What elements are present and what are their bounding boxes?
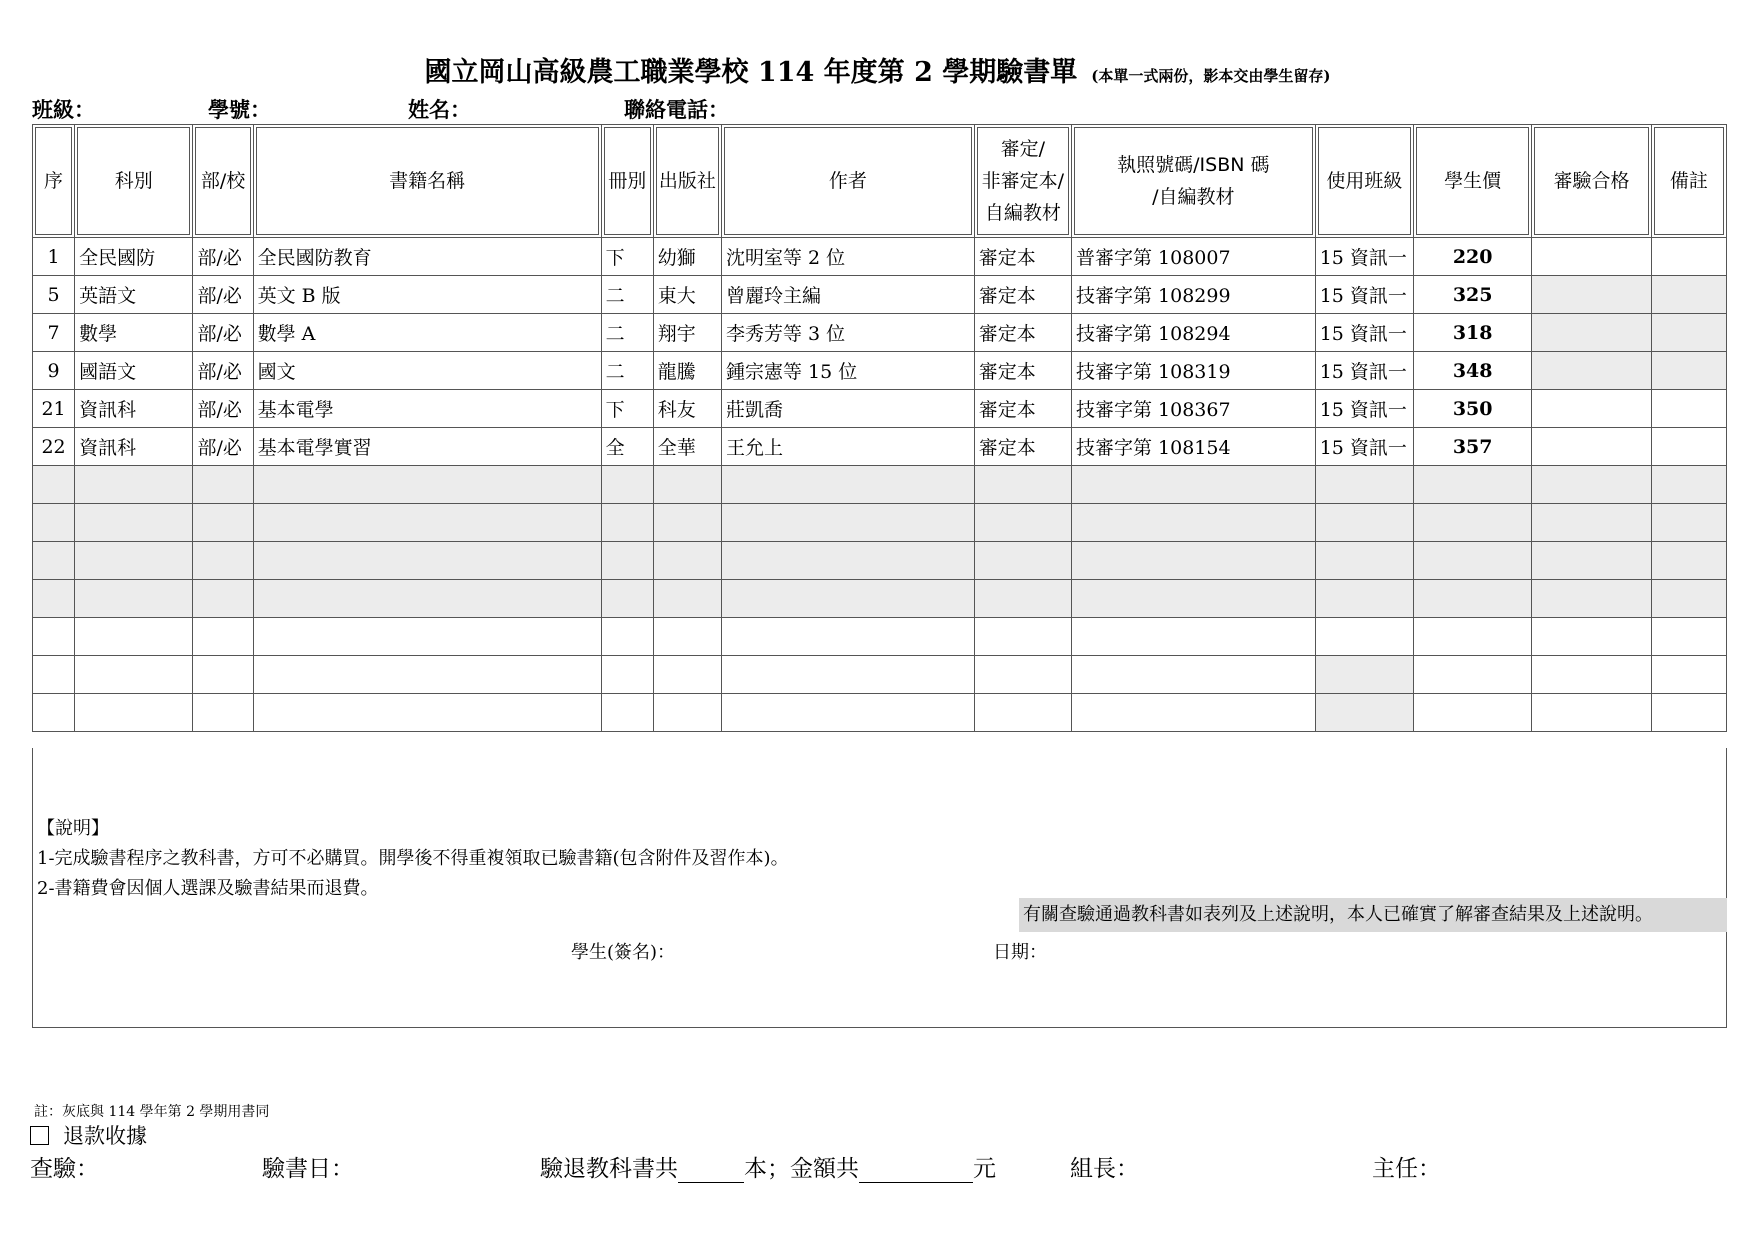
cell-author: 鍾宗憲等 15 位 [721, 352, 974, 390]
cell-approval: 審定本 [974, 238, 1071, 276]
empty-row [33, 656, 1727, 694]
inspect-label: 查驗： [30, 1156, 99, 1182]
cell-license: 普審字第 108007 [1071, 238, 1315, 276]
cell-subject: 國語文 [75, 352, 193, 390]
returned-prefix: 驗退教科書共 [540, 1156, 678, 1182]
confirmation-statement: 有關查驗通過教科書如表列及上述說明，本人已確實了解審查結果及上述說明。 [1019, 898, 1727, 932]
cell-price: 318 [1413, 314, 1531, 352]
cell-license: 技審字第 108294 [1071, 314, 1315, 352]
cell-subject: 資訊科 [75, 390, 193, 428]
cell-book-name: 基本電學 [253, 390, 601, 428]
cell-book-name: 全民國防教育 [253, 238, 601, 276]
cell-remark[interactable] [1651, 276, 1726, 314]
cell-subject: 資訊科 [75, 428, 193, 466]
cell-volume: 二 [601, 352, 653, 390]
cell-volume: 二 [601, 276, 653, 314]
cell-remark[interactable] [1651, 352, 1726, 390]
cell-book-name: 英文 B 版 [253, 276, 601, 314]
cell-class: 15 資訊一 [1315, 276, 1413, 314]
leader-label: 組長： [1070, 1156, 1139, 1182]
cell-type: 部/必 [193, 428, 253, 466]
cell-approval: 審定本 [974, 390, 1071, 428]
cell-price: 357 [1413, 428, 1531, 466]
cell-subject: 英語文 [75, 276, 193, 314]
cell-publisher: 龍騰 [653, 352, 721, 390]
cell-class: 15 資訊一 [1315, 428, 1413, 466]
col-header-book-name: 書籍名稱 [253, 125, 601, 238]
student-signature-label: 學生(簽名)： [571, 942, 676, 963]
cell-remark[interactable] [1651, 390, 1726, 428]
empty-row [33, 466, 1727, 504]
cell-class: 15 資訊一 [1315, 390, 1413, 428]
form-copy-note: (本單一式兩份，影本交由學生留存) [1091, 67, 1331, 85]
notes-heading: 【說明】 [37, 818, 109, 839]
cell-seq: 22 [33, 428, 75, 466]
amount-blank[interactable] [859, 1158, 973, 1183]
cell-remark[interactable] [1651, 238, 1726, 276]
cell-book-name: 數學 A [253, 314, 601, 352]
table-row [33, 390, 1727, 428]
col-header-seq: 序 [33, 125, 75, 238]
col-header-price: 學生價 [1413, 125, 1531, 238]
col-header-pass: 審驗合格 [1532, 125, 1651, 238]
cell-volume: 下 [601, 390, 653, 428]
cell-publisher: 科友 [653, 390, 721, 428]
cell-price: 220 [1413, 238, 1531, 276]
date-label: 日期： [993, 942, 1047, 963]
cell-pass[interactable] [1532, 238, 1651, 276]
cell-book-name: 基本電學實習 [253, 428, 601, 466]
col-header-type: 部/校 [193, 125, 253, 238]
table-row [33, 238, 1727, 276]
empty-row [33, 504, 1727, 542]
refund-label: 退款收據 [63, 1124, 147, 1148]
col-header-approval: 審定/ 非審定本/ 自編教材 [974, 125, 1071, 238]
cell-approval: 審定本 [974, 314, 1071, 352]
cell-license: 技審字第 108367 [1071, 390, 1315, 428]
returned-count-blank[interactable] [678, 1158, 744, 1183]
cell-volume: 二 [601, 314, 653, 352]
col-header-volume: 冊別 [601, 125, 653, 238]
cell-publisher: 幼獅 [653, 238, 721, 276]
textbook-table [32, 124, 1727, 732]
currency-unit: 元 [973, 1156, 996, 1182]
cell-publisher: 翔宇 [653, 314, 721, 352]
refund-receipt [30, 1120, 147, 1150]
cell-class: 15 資訊一 [1315, 238, 1413, 276]
col-header-remark: 備註 [1651, 125, 1726, 238]
cell-author: 李秀芳等 3 位 [721, 314, 974, 352]
cell-seq: 1 [33, 238, 75, 276]
col-header-class: 使用班級 [1315, 125, 1413, 238]
phone-label: 聯絡電話： [624, 97, 729, 122]
cell-author: 沈明室等 2 位 [721, 238, 974, 276]
empty-row [33, 542, 1727, 580]
cell-type: 部/必 [193, 390, 253, 428]
cell-type: 部/必 [193, 352, 253, 390]
cell-license: 技審字第 108299 [1071, 276, 1315, 314]
cell-volume: 下 [601, 238, 653, 276]
cell-pass[interactable] [1532, 428, 1651, 466]
table-row [33, 276, 1727, 314]
table-row [33, 428, 1727, 466]
cell-remark[interactable] [1651, 314, 1726, 352]
cell-pass[interactable] [1532, 276, 1651, 314]
cell-seq: 21 [33, 390, 75, 428]
cell-type: 部/必 [193, 314, 253, 352]
cell-pass[interactable] [1532, 352, 1651, 390]
returned-books-field [540, 1150, 996, 1183]
cell-seq: 5 [33, 276, 75, 314]
cell-approval: 審定本 [974, 428, 1071, 466]
empty-row [33, 618, 1727, 656]
cell-price: 348 [1413, 352, 1531, 390]
cell-book-name: 國文 [253, 352, 601, 390]
gray-shading-note: 註：灰底與 114 學年第 2 學期用書同 [34, 1104, 270, 1120]
class-label: 班級： [32, 97, 95, 122]
cell-subject: 全民國防 [75, 238, 193, 276]
table-row [33, 352, 1727, 390]
student-name-label: 姓名： [408, 97, 471, 122]
cell-approval: 審定本 [974, 352, 1071, 390]
cell-seq: 9 [33, 352, 75, 390]
cell-approval: 審定本 [974, 276, 1071, 314]
cell-type: 部/必 [193, 276, 253, 314]
cell-remark[interactable] [1651, 428, 1726, 466]
cell-class: 15 資訊一 [1315, 352, 1413, 390]
cell-type: 部/必 [193, 238, 253, 276]
cell-class: 15 資訊一 [1315, 314, 1413, 352]
cell-license: 技審字第 108319 [1071, 352, 1315, 390]
explanation-box [32, 748, 1727, 1028]
refund-checkbox[interactable] [30, 1126, 49, 1145]
cell-price: 350 [1413, 390, 1531, 428]
col-header-publisher: 出版社 [653, 125, 721, 238]
returned-unit: 本；金額共 [744, 1156, 859, 1182]
table-row [33, 314, 1727, 352]
cell-price: 325 [1413, 276, 1531, 314]
page-title [0, 50, 1755, 89]
cell-publisher: 東大 [653, 276, 721, 314]
cell-author: 莊凱喬 [721, 390, 974, 428]
table-header-row [33, 125, 1727, 238]
cell-license: 技審字第 108154 [1071, 428, 1315, 466]
student-id-label: 學號： [208, 97, 271, 122]
cell-volume: 全 [601, 428, 653, 466]
notes-line-2: 2-書籍費會因個人選課及驗書結果而退費。 [37, 878, 379, 899]
col-header-license: 執照號碼/ISBN 碼 /自編教材 [1071, 125, 1315, 238]
cell-seq: 7 [33, 314, 75, 352]
cell-pass[interactable] [1532, 390, 1651, 428]
cell-author: 王允上 [721, 428, 974, 466]
inspect-date-label: 驗書日： [262, 1156, 354, 1182]
cell-publisher: 全華 [653, 428, 721, 466]
empty-row [33, 694, 1727, 732]
director-label: 主任： [1372, 1156, 1441, 1182]
form-title: 國立岡山高級農工職業學校 114 年度第 2 學期驗書單 [424, 57, 1078, 88]
cell-pass[interactable] [1532, 314, 1651, 352]
col-header-author: 作者 [721, 125, 974, 238]
empty-row [33, 580, 1727, 618]
col-header-subject: 科別 [75, 125, 193, 238]
notes-line-1: 1-完成驗書程序之教科書，方可不必購買。開學後不得重複領取已驗書籍(包含附件及習作本)。 [37, 848, 789, 869]
cell-subject: 數學 [75, 314, 193, 352]
cell-author: 曾麗玲主編 [721, 276, 974, 314]
